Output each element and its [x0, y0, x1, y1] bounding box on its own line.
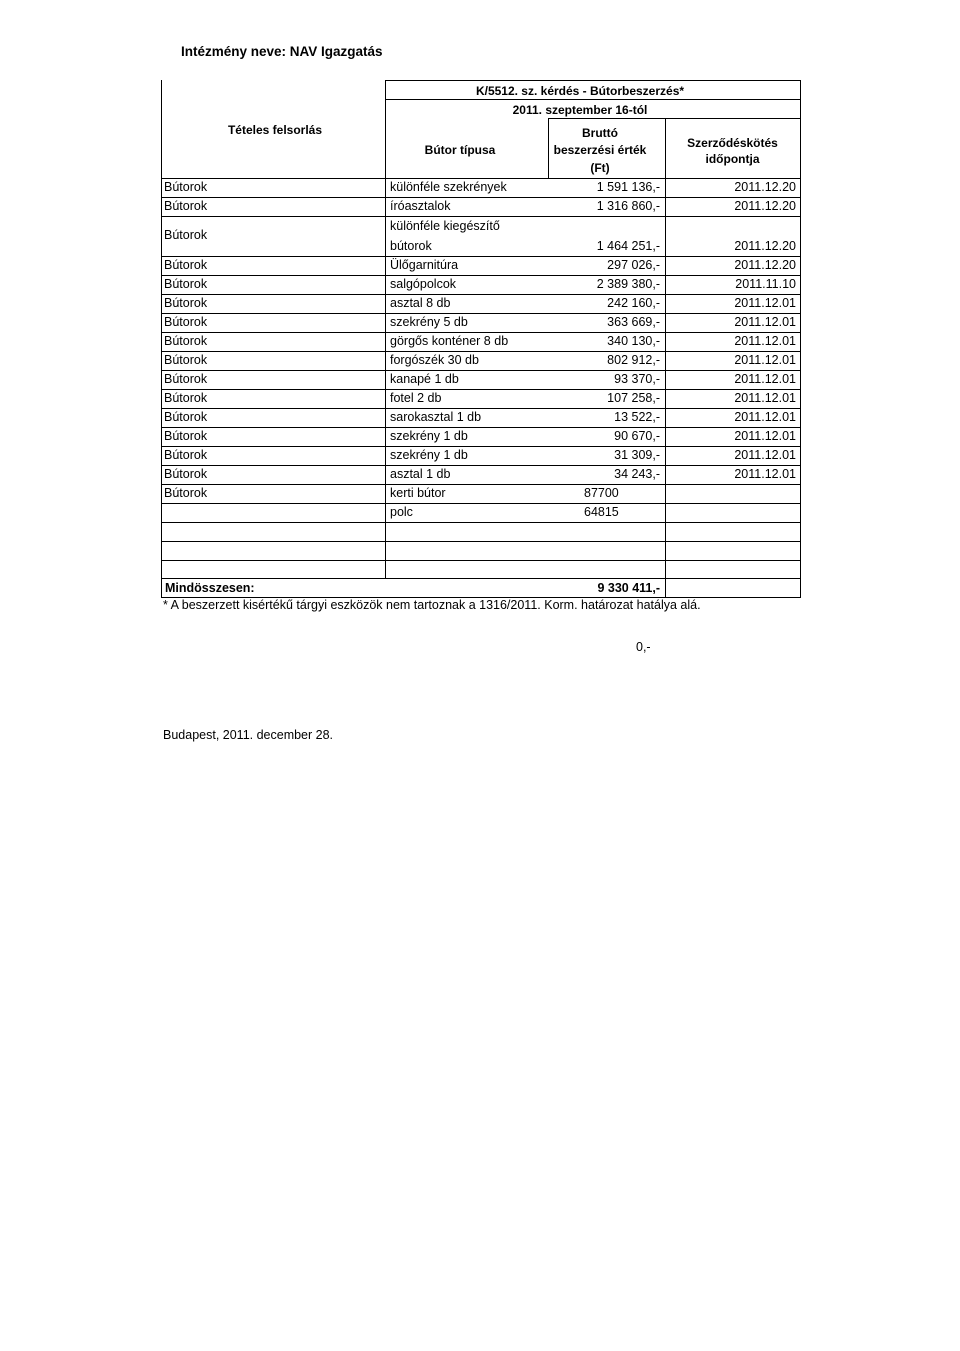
header-value-2: beszerzési érték [553, 143, 647, 157]
row-value: 93 370,- [614, 372, 660, 386]
row-border [161, 275, 801, 276]
col-sep-value [665, 178, 666, 597]
header-itemized: Tételes felsorlás [227, 123, 323, 137]
row-category: Bútorok [164, 296, 208, 310]
row-category: Bútorok [164, 391, 208, 405]
table-border-top [385, 80, 801, 81]
table-border-left [161, 80, 162, 597]
row-date: 2011.12.01 [734, 391, 796, 405]
row-date: 2011.12.01 [734, 315, 796, 329]
row-border [161, 389, 801, 390]
row-border [161, 541, 801, 542]
institution-name: Intézmény neve: NAV Igazgatás [181, 44, 383, 59]
row-value: 2 389 380,- [596, 277, 660, 291]
row-value: 1 316 860,- [596, 199, 660, 213]
row-value: 1 591 136,- [596, 180, 660, 194]
row-date: 2011.11.10 [735, 277, 796, 291]
row-category: Bútorok [164, 372, 208, 386]
row-border [161, 446, 801, 447]
row-type: kerti bútor [390, 486, 446, 500]
row-border [161, 197, 801, 198]
row-category: Bútorok [164, 258, 208, 272]
header-type: Bútor típusa [424, 143, 496, 157]
row-date: 2011.12.01 [734, 334, 796, 348]
place-date: Budapest, 2011. december 28. [163, 728, 334, 742]
row-value: 297 026,- [607, 258, 660, 272]
row-date: 2011.12.01 [734, 410, 796, 424]
row-type: kanapé 1 db [390, 372, 459, 386]
row-border [161, 427, 801, 428]
total-value: 9 330 411,- [597, 581, 660, 595]
row-date: 2011.12.01 [734, 429, 796, 443]
header-border-bottom [161, 178, 801, 179]
row-border [161, 294, 801, 295]
row-value: 87700 [584, 486, 619, 500]
header-border-type [385, 80, 386, 178]
row-category: Bútorok [164, 228, 208, 242]
row-type: szekrény 5 db [390, 315, 468, 329]
row-date: 2011.12.20 [734, 199, 796, 213]
row-category: Bútorok [164, 448, 208, 462]
row-category: Bútorok [164, 486, 208, 500]
row-category: Bútorok [164, 429, 208, 443]
row-date: 2011.12.01 [734, 372, 796, 386]
row-value: 13 522,- [614, 410, 660, 424]
row-type: különféle szekrények [390, 180, 507, 194]
row-category: Bútorok [164, 315, 208, 329]
row-type: salgópolcok [390, 277, 457, 291]
row-date: 2011.12.20 [734, 239, 796, 253]
row-type: sarokasztal 1 db [390, 410, 482, 424]
row-border [161, 351, 801, 352]
table-border-sub [385, 99, 801, 100]
row-date: 2011.12.01 [734, 448, 796, 462]
row-border [161, 370, 801, 371]
header-border-value [548, 118, 801, 119]
row-category: Bútorok [164, 277, 208, 291]
row-date: 2011.12.01 [734, 353, 796, 367]
row-border [161, 216, 801, 217]
header-date-2: időpontja [705, 152, 760, 166]
header-period: 2011. szeptember 16-tól [512, 103, 648, 117]
row-value: 802 912,- [607, 353, 660, 367]
row-date: 2011.12.20 [734, 180, 796, 194]
row-category: Bútorok [164, 180, 208, 194]
row-value: 242 160,- [607, 296, 660, 310]
row-value: 90 670,- [614, 429, 660, 443]
row-date: 2011.12.20 [734, 258, 796, 272]
header-value-1: Bruttó [582, 126, 618, 140]
row-type: íróasztalok [390, 199, 451, 213]
footnote: * A beszerzett kisértékű tárgyi eszközök nem tartoznak a 1316/2011. Korm. határozat hatálya alá. [163, 598, 701, 612]
row-type: fotel 2 db [390, 391, 442, 405]
row-value: 107 258,- [607, 391, 660, 405]
row-value: 340 130,- [607, 334, 660, 348]
header-question: K/5512. sz. kérdés - Bútorbeszerzés* [475, 84, 685, 98]
row-type: szekrény 1 db [390, 448, 468, 462]
col-sep-type [385, 178, 386, 578]
row-type: forgószék 30 db [390, 353, 479, 367]
row-type: asztal 8 db [390, 296, 451, 310]
row-value: 363 669,- [607, 315, 660, 329]
table-border-right [800, 80, 801, 597]
row-date: 2011.12.01 [734, 296, 796, 310]
row-category: Bútorok [164, 334, 208, 348]
header-value-3: (Ft) [590, 161, 610, 175]
header-border-value-left [548, 118, 549, 178]
row-value: 1 464 251,- [596, 239, 660, 253]
row-date: 2011.12.01 [734, 467, 796, 481]
row-type: szekrény 1 db [390, 429, 468, 443]
row-border [161, 332, 801, 333]
row-value: 31 309,- [614, 448, 660, 462]
row-type: Ülőgarnitúra [390, 258, 459, 272]
row-border [161, 560, 801, 561]
total-label: Mindösszesen: [165, 581, 255, 595]
row-type: polc [390, 505, 413, 519]
row-type: görgős konténer 8 db [390, 334, 509, 348]
row-category: Bútorok [164, 353, 208, 367]
row-category: Bútorok [164, 410, 208, 424]
row-border [161, 465, 801, 466]
row-border [161, 522, 801, 523]
row-border [161, 503, 801, 504]
row-value: 34 243,- [614, 467, 660, 481]
row-type-cont: bútorok [390, 239, 432, 253]
row-border [161, 484, 801, 485]
row-type: asztal 1 db [390, 467, 451, 481]
row-value: 64815 [584, 505, 619, 519]
extra-value: 0,- [636, 640, 651, 654]
row-border [161, 408, 801, 409]
row-border [161, 256, 801, 257]
row-category: Bútorok [164, 199, 208, 213]
row-border [161, 313, 801, 314]
header-border-value-right [665, 118, 666, 178]
header-date-1: Szerződéskötés [687, 136, 778, 150]
row-type: különféle kiegészítő [390, 219, 500, 233]
row-category: Bútorok [164, 467, 208, 481]
row-border [161, 578, 801, 579]
